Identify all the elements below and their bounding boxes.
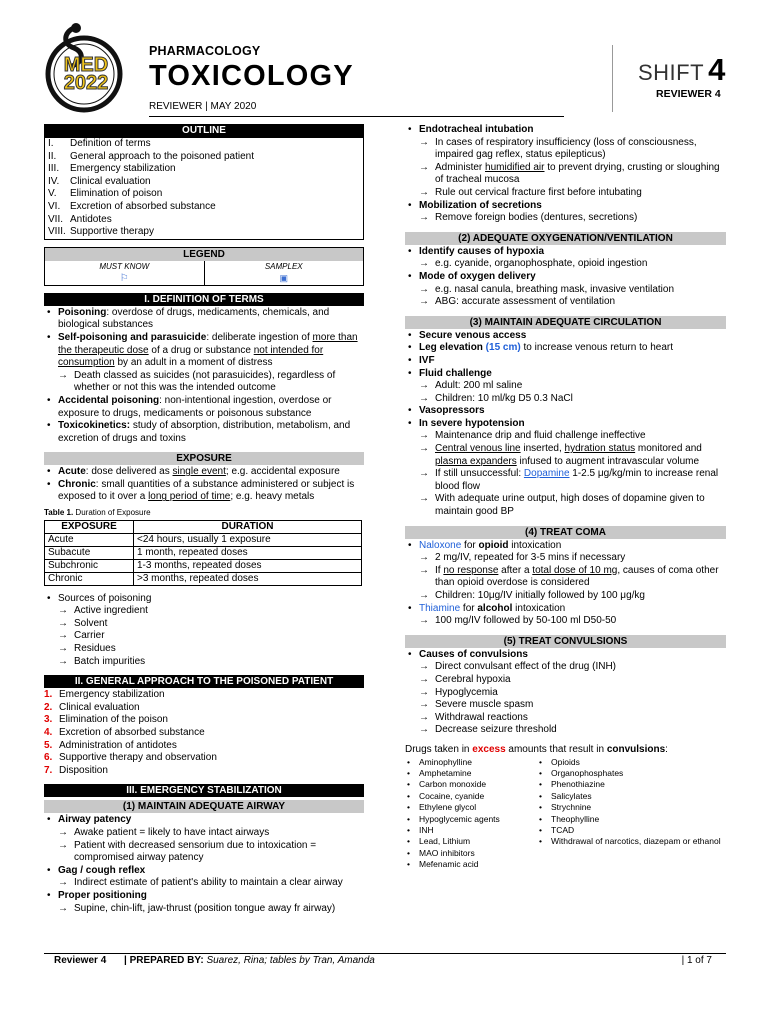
outline-item-label: Antidotes	[70, 213, 112, 225]
text: more than the therapeutic dose	[58, 331, 358, 356]
text: to increase venous return to heart	[520, 342, 674, 354]
general-approach-label: Clinical evaluation	[59, 701, 140, 713]
term: Causes of convulsions	[419, 648, 528, 660]
general-approach-number: 3.	[44, 714, 53, 726]
list-item	[44, 466, 364, 479]
reviewer-number: REVIEWER 4	[656, 88, 721, 100]
sub-item: → e.g. cyanide, organophosphate, opioid ingestion	[405, 258, 726, 271]
outline-item	[48, 201, 360, 214]
term: Toxicokinetics:	[58, 420, 131, 432]
text: for	[460, 602, 478, 614]
shift-label	[638, 52, 726, 88]
definition: : overdose of drugs, medicaments, chemicals, and biological substances	[58, 306, 330, 331]
sub-item: → Withdrawal reactions	[405, 712, 726, 725]
caption-text: Duration of Exposure	[73, 508, 151, 518]
reviewer-date: REVIEWER | MAY 2020	[149, 101, 257, 112]
drugs-intro	[405, 744, 726, 757]
shift-number: 4	[708, 52, 726, 87]
subject-label: PHARMACOLOGY	[149, 44, 261, 58]
text: monitored and	[635, 443, 702, 455]
list-item	[44, 814, 364, 864]
sub-item	[405, 162, 726, 187]
term: Mobilization of secretions	[419, 199, 542, 211]
text: of a drug or substance	[148, 344, 254, 356]
text: : dose delivered as	[85, 466, 173, 478]
term: Identify causes of hypoxia	[419, 245, 545, 257]
convulsions-list	[405, 649, 726, 737]
text: humidified air	[485, 161, 545, 173]
drug-item: • Hypoglycemic agents	[405, 814, 537, 825]
list-item	[44, 307, 364, 332]
text: for	[461, 539, 479, 551]
list-item	[405, 418, 726, 519]
list-item	[405, 368, 726, 406]
drug-item: • Aminophylline	[405, 757, 537, 768]
text: ; e.g. heavy metals	[230, 491, 315, 503]
general-approach-label: Disposition	[59, 764, 108, 776]
table-cell: 1 month, repeated doses	[134, 546, 362, 559]
text: convulsions	[606, 743, 666, 755]
sub-item: → Adult: 200 ml saline	[405, 380, 726, 393]
list-item	[44, 479, 364, 504]
term: Acute	[58, 466, 86, 478]
term: Vasopressors	[419, 405, 485, 417]
legend-samplex	[204, 261, 364, 285]
outline-box	[44, 137, 364, 240]
text: by an adult in a moment of distress	[114, 357, 273, 369]
list-item	[405, 405, 726, 418]
text: not intended for consumption	[58, 344, 324, 369]
text: after a	[498, 564, 533, 576]
sub-item: → Children: 10 ml/kg D5 0.3 NaCl	[405, 393, 726, 406]
general-approach-number: 5.	[44, 739, 53, 751]
outline-item-number: V.	[48, 188, 57, 200]
drugs-columns	[405, 757, 726, 871]
term: Accidental poisoning	[58, 394, 160, 406]
drug-item: • Withdrawal of narcotics, diazepam or ethanol	[537, 836, 722, 847]
list-item	[405, 271, 726, 309]
drug-item: • TCAD	[537, 825, 722, 836]
intubation-list	[405, 124, 726, 225]
outline-item-label: Excretion of absorbed substance	[70, 200, 216, 212]
list-item	[405, 603, 726, 628]
sub-item: → Children: 10μg/IV initially followed by 100 μg/kg	[405, 590, 726, 603]
sub-item	[405, 468, 726, 493]
left-column	[44, 124, 364, 915]
drug-item: • MAO inhibitors	[405, 848, 537, 859]
drug-name: Naloxone	[419, 539, 462, 551]
text: Drugs taken in	[405, 743, 473, 755]
sub-item: → Direct convulsant effect of the drug (INH)	[405, 661, 726, 674]
right-column	[405, 124, 726, 871]
header-vertical-divider	[612, 45, 613, 112]
term: Secure venous access	[419, 329, 527, 341]
general-approach-number: 6.	[44, 752, 53, 764]
general-approach-item	[44, 740, 364, 753]
drug-item: • Theophylline	[537, 814, 722, 825]
outline-item	[48, 163, 360, 176]
shift-text: SHIFT	[638, 60, 705, 85]
list-item	[44, 593, 364, 669]
outline-item-label: Emergency stabilization	[70, 163, 176, 175]
drugs-column-1	[405, 757, 537, 871]
circulation-header: (3) MAINTAIN ADEQUATE CIRCULATION	[405, 316, 726, 329]
airway-header: (1) MAINTAIN ADEQUATE AIRWAY	[44, 800, 364, 813]
sub-item: → Remove foreign bodies (dentures, secretions)	[405, 212, 726, 225]
general-approach-label: Elimination of the poison	[59, 714, 168, 726]
list-item	[44, 332, 364, 395]
text: 1-2.5 μg/kg/min to increase renal blood flow	[435, 468, 719, 492]
general-approach-number: 7.	[44, 764, 53, 776]
drug-item: • Opioids	[537, 757, 722, 768]
drug-link: Dopamine	[523, 468, 570, 480]
legend-must-know	[45, 261, 204, 285]
table-cell: Subchronic	[45, 559, 134, 572]
sub-item: → Patient with decreased sensorium due to intoxication = compromised airway patency	[44, 840, 364, 865]
text: excess	[472, 743, 506, 755]
general-approach-item	[44, 727, 364, 740]
text: hydration status	[564, 443, 636, 455]
text: intoxication	[508, 539, 562, 551]
med-2022-logo	[44, 22, 124, 114]
text: Administer	[435, 161, 486, 173]
drug-item: • Mefenamic acid	[405, 859, 537, 870]
text: opioid	[478, 539, 509, 551]
general-approach-item	[44, 689, 364, 702]
sub-item: → Carrier	[44, 630, 364, 643]
sub-item: → With adequate urine output, high doses of dopamine given to maintain good BP	[405, 493, 726, 518]
list-item	[44, 395, 364, 420]
term: Leg elevation	[419, 342, 483, 354]
sub-item	[405, 565, 726, 590]
footer	[44, 953, 726, 967]
term: In severe hypotension	[419, 417, 525, 429]
general-approach-label: Supportive therapy and observation	[59, 752, 217, 764]
causes-sublist	[405, 661, 726, 737]
general-approach-label: Emergency stabilization	[59, 689, 165, 701]
sub-item: → 2 mg/IV, repeated for 3-5 mins if necessary	[405, 552, 726, 565]
text: If	[435, 564, 444, 576]
outline-item-number: I.	[48, 138, 54, 149]
sub-item: → Indirect estimate of patient's ability to maintain a clear airway	[44, 877, 364, 890]
text: : small quantities of a substance administered or subject is exposed to it over a	[58, 478, 355, 503]
general-approach-label: Administration of antidotes	[59, 739, 177, 751]
text: total dose of 10 mg	[532, 564, 618, 576]
list-item	[405, 355, 726, 368]
sub-item: → Decrease seizure threshold	[405, 724, 726, 737]
emergency-header: III. EMERGENCY STABILIZATION	[44, 784, 364, 797]
footer-reviewer: Reviewer 4	[54, 955, 107, 966]
book-icon: ▣	[279, 273, 288, 284]
table-cell: Acute	[45, 533, 134, 546]
text: : deliberate ingestion of	[206, 331, 313, 343]
definitions-list	[44, 307, 364, 446]
table-row	[45, 572, 362, 585]
legend-samplex-label: SAMPLEX	[264, 261, 303, 271]
text: Central venous line	[435, 443, 521, 455]
term: Endotracheal intubation	[419, 124, 534, 135]
legend-header: LEGEND	[45, 248, 363, 261]
general-approach-label: Excretion of absorbed substance	[59, 727, 205, 738]
text: , causes of coma other than opioid overdose is considered	[435, 564, 719, 589]
page-title: TOXICOLOGY	[149, 60, 354, 92]
sources-sublist	[44, 605, 364, 668]
outline-item-number: VII.	[48, 213, 64, 225]
outline-item	[48, 188, 360, 201]
drug-item: • Salicylates	[537, 791, 722, 802]
coma-header: (4) TREAT COMA	[405, 526, 726, 539]
convulsions-header: (5) TREAT CONVULSIONS	[405, 635, 726, 648]
text: If still unsuccessful:	[435, 468, 524, 480]
list-item	[44, 865, 364, 890]
text: single event	[172, 466, 226, 478]
outline-item	[48, 151, 360, 164]
sub-item: → Maintenance drip and fluid challenge ineffective	[405, 430, 726, 443]
sub-item	[405, 443, 726, 468]
table-header: DURATION	[134, 520, 362, 533]
drugs-column-2	[537, 757, 722, 871]
term: Self-poisoning and parasuicide	[58, 331, 207, 343]
list-item	[44, 420, 364, 445]
sub-item: → Batch impurities	[44, 656, 364, 669]
prepared-names: Suarez, Rina; tables by Tran, Amanda	[203, 955, 375, 966]
outline-header: OUTLINE	[44, 124, 364, 137]
list-item	[405, 649, 726, 737]
term: Chronic	[58, 478, 96, 490]
table-header: EXPOSURE	[45, 520, 134, 533]
prepared-label: | PREPARED BY:	[124, 955, 204, 966]
term: IVF	[419, 354, 435, 366]
legend-must-know-label: MUST KNOW	[99, 261, 150, 271]
general-approach-item	[44, 765, 364, 778]
outline-item-number: II.	[48, 150, 57, 162]
outline-item-number: VI.	[48, 200, 61, 212]
text: amounts that result in	[505, 743, 607, 755]
table-cell: >3 months, repeated doses	[134, 572, 362, 585]
text: intoxication	[512, 602, 566, 614]
footer-prepared-by	[124, 955, 375, 966]
text: to prevent drying, crusting or sloughing of tracheal mucosa	[435, 161, 720, 186]
text: ; e.g. accidental exposure	[225, 466, 340, 478]
page-number: | 1 of 7	[681, 955, 712, 966]
list-item	[405, 200, 726, 225]
exposure-header: EXPOSURE	[44, 452, 364, 465]
text: no response	[443, 564, 499, 576]
text: infused to augment intravascular volume	[516, 455, 700, 467]
table-row	[45, 546, 362, 559]
term: Airway patency	[58, 814, 132, 826]
drug-item: • Cocaine, cyanide	[405, 791, 537, 802]
drug-item: • Ethylene glycol	[405, 802, 537, 813]
text: plasma expanders	[435, 455, 517, 467]
drug-item: • Lead, Lithium	[405, 836, 537, 847]
table-cell: Chronic	[45, 572, 134, 585]
general-approach-number: 1.	[44, 689, 53, 701]
term: Proper positioning	[58, 889, 147, 901]
legend-box	[44, 247, 364, 286]
oxygenation-header: (2) ADEQUATE OXYGENATION/VENTILATION	[405, 232, 726, 245]
outline-item	[48, 226, 360, 239]
airway-list	[44, 814, 364, 915]
exposure-list	[44, 466, 364, 504]
sub-item: → Death classed as suicides (not parasuicides), regardless of whether or not this was the intended outcome	[44, 370, 364, 395]
exposure-table	[44, 520, 362, 586]
drug-item: • Organophosphates	[537, 768, 722, 779]
general-approach-number: 4.	[44, 727, 53, 738]
outline-item-number: VIII.	[48, 226, 66, 238]
drug-item: • INH	[405, 825, 537, 836]
list-item	[405, 246, 726, 271]
term: Gag / cough reflex	[58, 864, 146, 876]
outline-item-label: Definition of terms	[70, 138, 151, 149]
outline-item-label: Elimination of poison	[70, 188, 163, 200]
outline-item-number: III.	[48, 163, 60, 175]
sub-item: → Cerebral hypoxia	[405, 674, 726, 687]
table-row	[45, 533, 362, 546]
definitions-header: I. DEFINITION OF TERMS	[44, 293, 364, 306]
text: long period of time	[148, 491, 231, 503]
oxygenation-list	[405, 246, 726, 309]
outline-list	[48, 138, 360, 239]
list-item	[405, 342, 726, 355]
caption-bold: Table 1.	[44, 508, 74, 518]
sub-item: → e.g. nasal canula, breathing mask, invasive ventilation	[405, 284, 726, 297]
outline-item	[48, 138, 360, 151]
general-approach-number: 2.	[44, 701, 53, 713]
drug-item: • Strychnine	[537, 802, 722, 813]
outline-item	[48, 176, 360, 189]
text: (15 cm)	[482, 342, 521, 354]
general-approach-item	[44, 752, 364, 765]
sub-item: → In cases of respiratory insufficiency (loss of consciousness, impaired gag reflex, status epilepticus)	[405, 137, 726, 162]
general-approach-header: II. GENERAL APPROACH TO THE POISONED PATIENT	[44, 675, 364, 688]
flag-icon: ⚐	[119, 273, 129, 285]
outline-item-label: Clinical evaluation	[70, 175, 151, 187]
text: Sources of poisoning	[58, 592, 152, 604]
sub-item: → Supine, chin-lift, jaw-thrust (position tongue away fr airway)	[44, 903, 364, 916]
sub-item: → Solvent	[44, 618, 364, 631]
footer-divider	[44, 953, 726, 954]
sub-item: → 100 mg/IV followed by 50-100 ml D50-50	[405, 615, 726, 628]
drug-name: Thiamine	[419, 602, 461, 614]
table-cell: <24 hours, usually 1 exposure	[134, 533, 362, 546]
outline-item-label: Supportive therapy	[70, 226, 154, 238]
definition: study of absorption, distribution, metabolism, and excretion of drugs and toxins	[58, 420, 351, 444]
general-approach-item	[44, 714, 364, 727]
general-approach-item	[44, 702, 364, 715]
text: :	[665, 743, 668, 755]
header-divider	[149, 116, 564, 117]
sub-item: → Hypoglycemia	[405, 687, 726, 700]
drug-item: • Amphetamine	[405, 768, 537, 779]
drug-item: • Phenothiazine	[537, 779, 722, 790]
term: Fluid challenge	[419, 367, 492, 379]
term: Poisoning	[58, 306, 107, 318]
drug-item: • Carbon monoxide	[405, 779, 537, 790]
sub-item: → ABG: accurate assessment of ventilation	[405, 296, 726, 309]
outline-item-number: IV.	[48, 175, 60, 187]
definition: : non-intentional ingestion, overdose or exposure to drugs, medicaments or poisonous substance	[58, 394, 332, 419]
sub-item: → Active ingredient	[44, 605, 364, 618]
list-item	[44, 890, 364, 915]
sub-item: → Residues	[44, 643, 364, 656]
list-item	[405, 124, 726, 200]
sub-item: → Severe muscle spasm	[405, 699, 726, 712]
list-item	[405, 330, 726, 343]
logo-text: MED 2022	[63, 54, 109, 94]
text: inserted,	[520, 443, 565, 455]
term: Mode of oxygen delivery	[419, 270, 536, 282]
exposure-table-body	[45, 533, 362, 585]
text: alcohol	[477, 602, 513, 614]
sub-item: → Awake patient = likely to have intact airways	[44, 827, 364, 840]
table-caption	[44, 507, 364, 520]
table-row	[45, 559, 362, 572]
sub-item: → Rule out cervical fracture first before intubating	[405, 187, 726, 200]
sources-list	[44, 593, 364, 669]
coma-list	[405, 540, 726, 628]
table-cell: 1-3 months, repeated doses	[134, 559, 362, 572]
circulation-list	[405, 330, 726, 519]
outline-item	[48, 214, 360, 227]
table-cell: Subacute	[45, 546, 134, 559]
general-approach-list	[44, 689, 364, 777]
outline-item-label: General approach to the poisoned patient	[70, 150, 255, 162]
list-item	[405, 540, 726, 603]
